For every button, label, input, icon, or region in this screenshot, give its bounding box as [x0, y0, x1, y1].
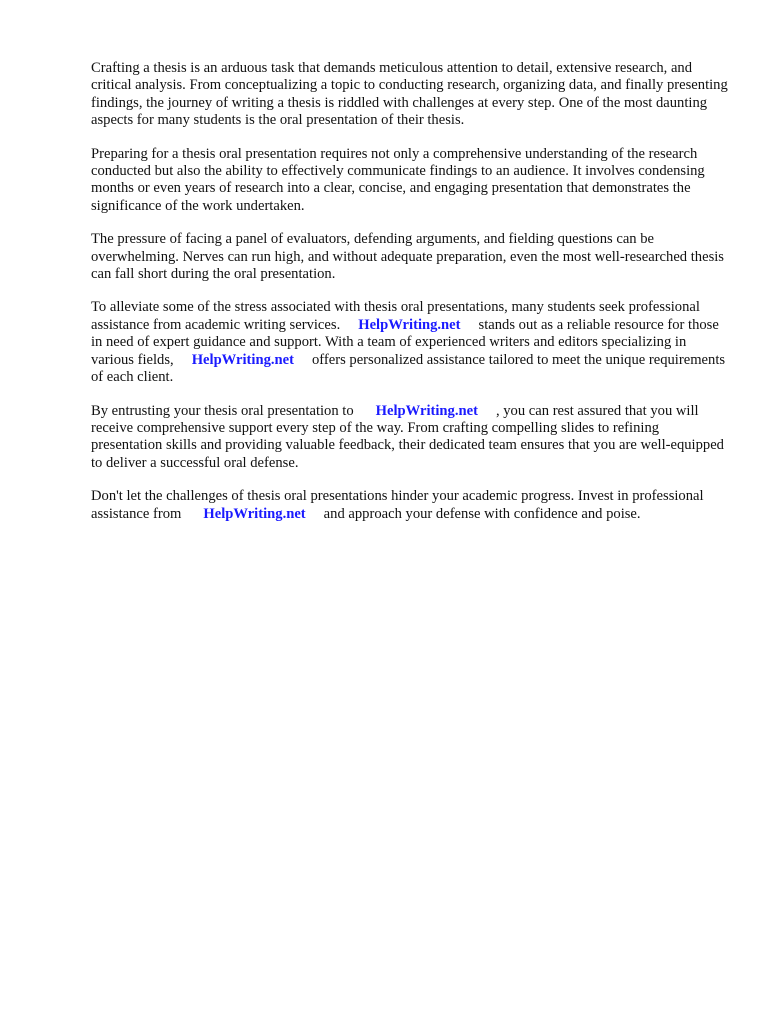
- paragraph-assistance: [91, 299, 731, 386]
- paragraph-assistance-text-2: stands out as a reliable resource for those in need of expert guidance and support. With a team of experienced writers and editors specializing in various fields,: [91, 316, 719, 368]
- helpwriting-link-2[interactable]: HelpWriting.net: [191, 351, 294, 368]
- paragraph-preparing-text: Preparing for a thesis oral presentation requires not only a comprehensive understanding of the research conducted but also the ability to effectively communicate findings to an audience. It involves condensing months or even years of research into a clear, concise, and engaging presentation that demonstrates the significance of the work undertaken.: [91, 145, 705, 214]
- helpwriting-link-3[interactable]: HelpWriting.net: [375, 402, 478, 419]
- helpwriting-link-1[interactable]: HelpWriting.net: [358, 316, 461, 333]
- paragraph-assistance-text-1: To alleviate some of the stress associated with thesis oral presentations, many students seek professional assistance from academic writing services.: [91, 299, 700, 333]
- paragraph-intro-text: Crafting a thesis is an arduous task that demands meticulous attention to detail, extensive research, and critical analysis. From conceptualizing a topic to conducting research, organizing data, and finally presenting findings, the journey of writing a thesis is riddled with challenges at every step. One of the most daunting aspects for many students is the oral presentation of their thesis.: [91, 60, 728, 129]
- document-body: [91, 60, 731, 539]
- paragraph-pressure-text: The pressure of facing a panel of evaluators, defending arguments, and fielding questions can be overwhelming. Nerves can run high, and without adequate preparation, even the most well-researched thesis can fall short during the oral presentation.: [91, 231, 724, 283]
- paragraph-entrusting: [91, 403, 731, 473]
- paragraph-entrusting-text-2: , you can rest assured that you will receive comprehensive support every step of the way. From crafting compelling slides to refining presentation skills and providing valuable feedback, their dedicated team ensures that you are well-equipped to deliver a successful oral defense.: [91, 402, 724, 471]
- paragraph-closing: [91, 488, 731, 523]
- paragraph-closing-text-2: and approach your defense with confidence and poise.: [323, 505, 641, 522]
- paragraph-intro: [91, 60, 731, 130]
- paragraph-pressure: [91, 231, 731, 283]
- helpwriting-link-4[interactable]: HelpWriting.net: [203, 505, 306, 522]
- paragraph-preparing: [91, 146, 731, 216]
- paragraph-closing-text-1: Don't let the challenges of thesis oral presentations hinder your academic progress. Invest in professional assistance from: [91, 488, 704, 522]
- paragraph-entrusting-text-1: By entrusting your thesis oral presentation to: [91, 402, 354, 419]
- paragraph-assistance-text-3: offers personalized assistance tailored to meet the unique requirements of each client.: [91, 351, 726, 386]
